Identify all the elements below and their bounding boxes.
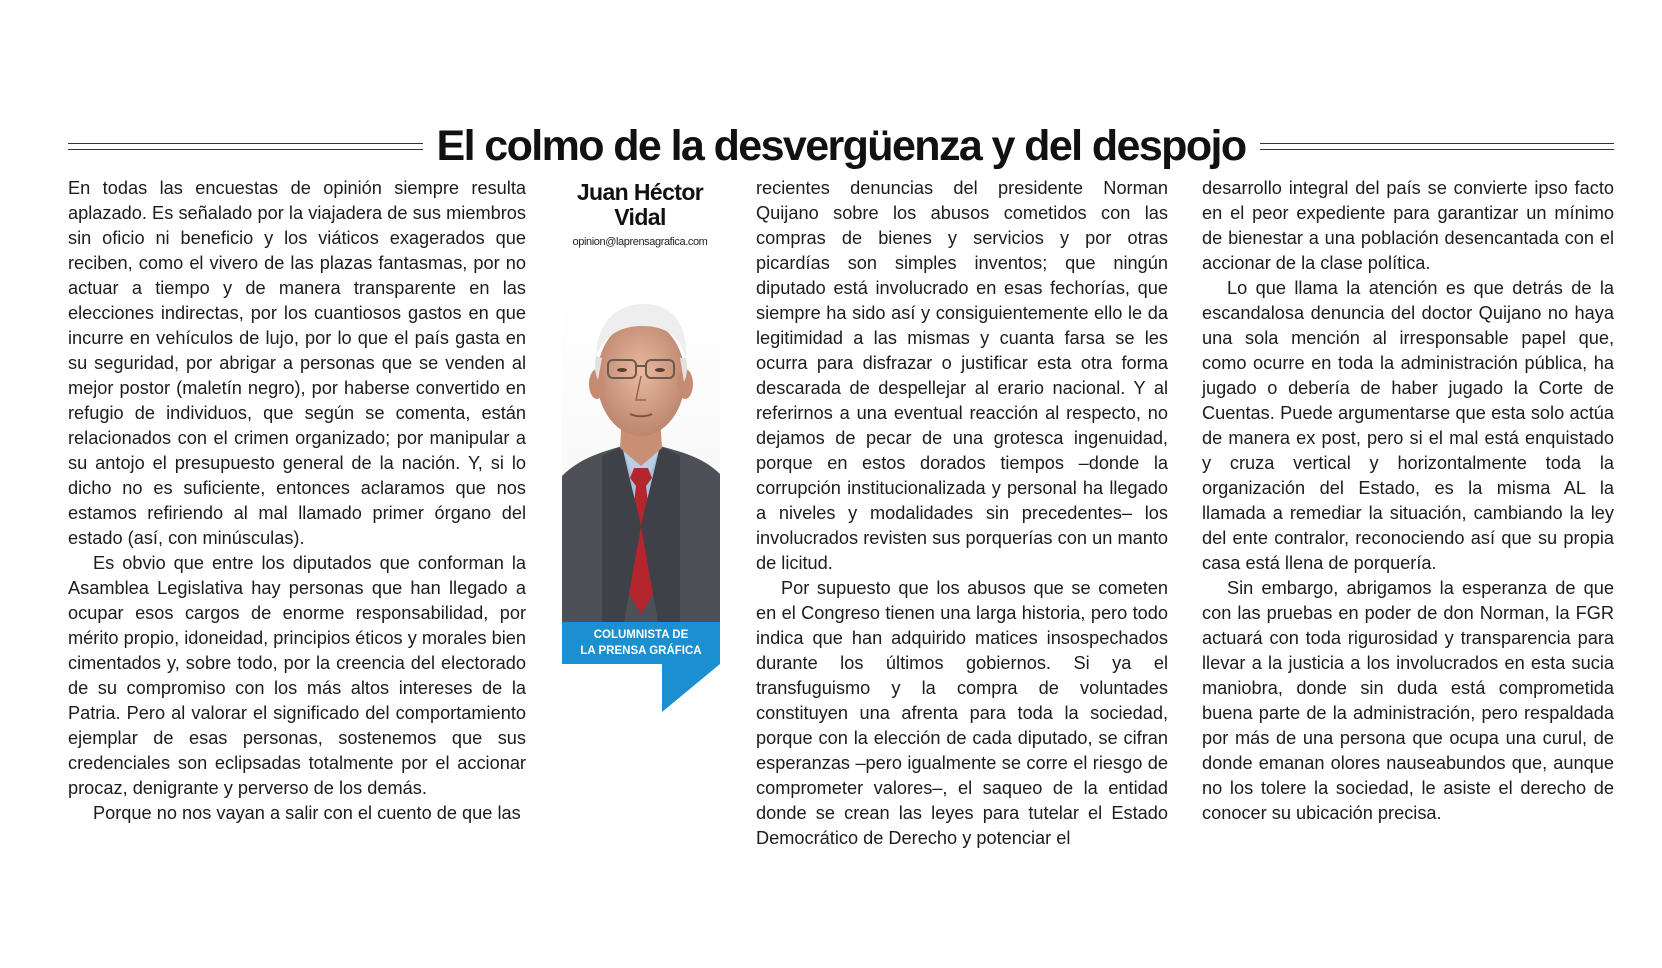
paragraph: Es obvio que entre los diputados que conforman la Asamblea Legislativa hay personas que han llegado a ocupar esos cargos de enorme responsabilidad, por mérito propio, idoneidad, principios éticos y morales bien cimentados y, sobre todo, por la creencia del electorado de su compromiso con los más altos intereses de la Patria. Pero al valorar el significado del comportamiento ejemplar de esas personas, sostenemos que sus credenciales son eclipsadas totalmente por el accionar procaz, denigrante y perverso de los demás.	[68, 553, 526, 798]
headline-rule-left	[68, 143, 423, 150]
headline: El colmo de la desvergüenza y del despojo	[436, 121, 1246, 170]
columnist-banner	[562, 622, 720, 664]
column-3	[756, 176, 1168, 851]
author-email: opinion@laprensagrafica.com	[572, 236, 708, 248]
column-1	[68, 176, 526, 826]
author-block	[560, 180, 720, 248]
paragraph: Lo que llama la atención es que detrás de la escandalosa denuncia del doctor Quijano no haya una sola mención al irresponsable papel que, como ocurre en toda la administración pública, ha jugado o debería de haber jugado la Corte de Cuentas. Puede argumentarse que esta solo actúa de manera ex post, pero si el mal está enquistado y cruza vertical y horizontalmente toda la organización del Estado, es la misma AL la llamada a remediar la situación, cambiando la ley del ente contralor, reconociendo así que su propia casa está llena de porquería.	[1202, 278, 1614, 573]
paragraph: Sin embargo, abrigamos la esperanza de que con las pruebas en poder de don Norman, la FGR actuará con toda rigurosidad y transparencia para llevar a la justicia a los involucrados en esta sucia maniobra, donde sin duda está comprometida buena parte de la administración, pero respaldada por más de una persona que ocupa una curul, de donde emanan olores nauseabundos que, aunque no los tolere la sociedad, le asiste el derecho de conocer su ubicación precisa.	[1202, 578, 1614, 823]
author-name-line1: Juan Héctor	[576, 179, 704, 205]
banner-line2: LA PRENSA GRÁFICA	[580, 645, 702, 657]
paragraph: Porque no nos vayan a salir con el cuento de que las	[93, 803, 521, 823]
paragraph: Por supuesto que los abusos que se cometen en el Congreso tienen una larga historia, pero todo indica que han adquirido matices insospechados durante los últimos gobiernos. Si ya el transfuguismo y la compra de voluntades constituyen una afrenta para toda la sociedad, porque con la elección de cada diputado, se cifran esperanzas –pero igualmente se corre el riesgo de comprometer valores–, el saqueo de la entidad donde se crean las leyes para tutelar el Estado Democrático de Derecho y potenciar el	[756, 578, 1168, 848]
banner-line1: COLUMNISTA DE	[593, 629, 689, 641]
paragraph: En todas las encuestas de opinión siempre resulta aplazado. Es señalado por la viajadera de sus miembros sin oficio ni beneficio y los viáticos exagerados que reciben, como el vivero de las plazas fantasmas, por no actuar a tiempo y de manera transparente en las elecciones indirectas, por los cuantiosos gastos en que incurre en vehículos de lujo, por lo que el país gasta en su seguridad, por abrigar a personas que se venden al mejor postor (maletín negro), por haberse convertido en refugio de individuos, que según se comenta, están relacionados con el crimen organizado; por manipular a su antojo el presupuesto general de la nación. Y, si lo dicho no es suficiente, entonces aclaramos que nos estamos refiriendo al mal llamado primer órgano del estado (así, con minúsculas).	[68, 178, 526, 548]
banner-flag-icon	[662, 664, 720, 712]
author-name-line2: Vidal	[614, 204, 666, 230]
headline-rule-right	[1260, 143, 1615, 150]
paragraph: recientes denuncias del presidente Norman Quijano sobre los abusos cometidos con las compras de bienes y servicios y por otras picardías son simples inventos; que ningún diputado está involucrado en esas fechorías, que siempre ha sido así y consiguientemente ello le da legitimidad a las mismas y cuanta farsa se les ocurra para disfrazar o justificar esta otra forma descarada de despellejar al erario nacional. Y al referirnos a una eventual reacción al respecto, no dejamos de pecar de una grotesca ingenuidad, porque en estos dorados tiempos –donde la corrupción institucionalizada y personal ha llegado a niveles y modalidades sin precedentes– los involucrados revisten sus porquerías con un manto de licitud.	[756, 178, 1168, 573]
column-4	[1202, 176, 1614, 826]
author-portrait-icon	[562, 296, 720, 622]
paragraph: desarrollo integral del país se convierte ipso facto en el peor expediente para garantizar un mínimo de bienestar a una población desencantada con el accionar de la clase política.	[1202, 178, 1614, 273]
headline-row	[68, 118, 1614, 174]
